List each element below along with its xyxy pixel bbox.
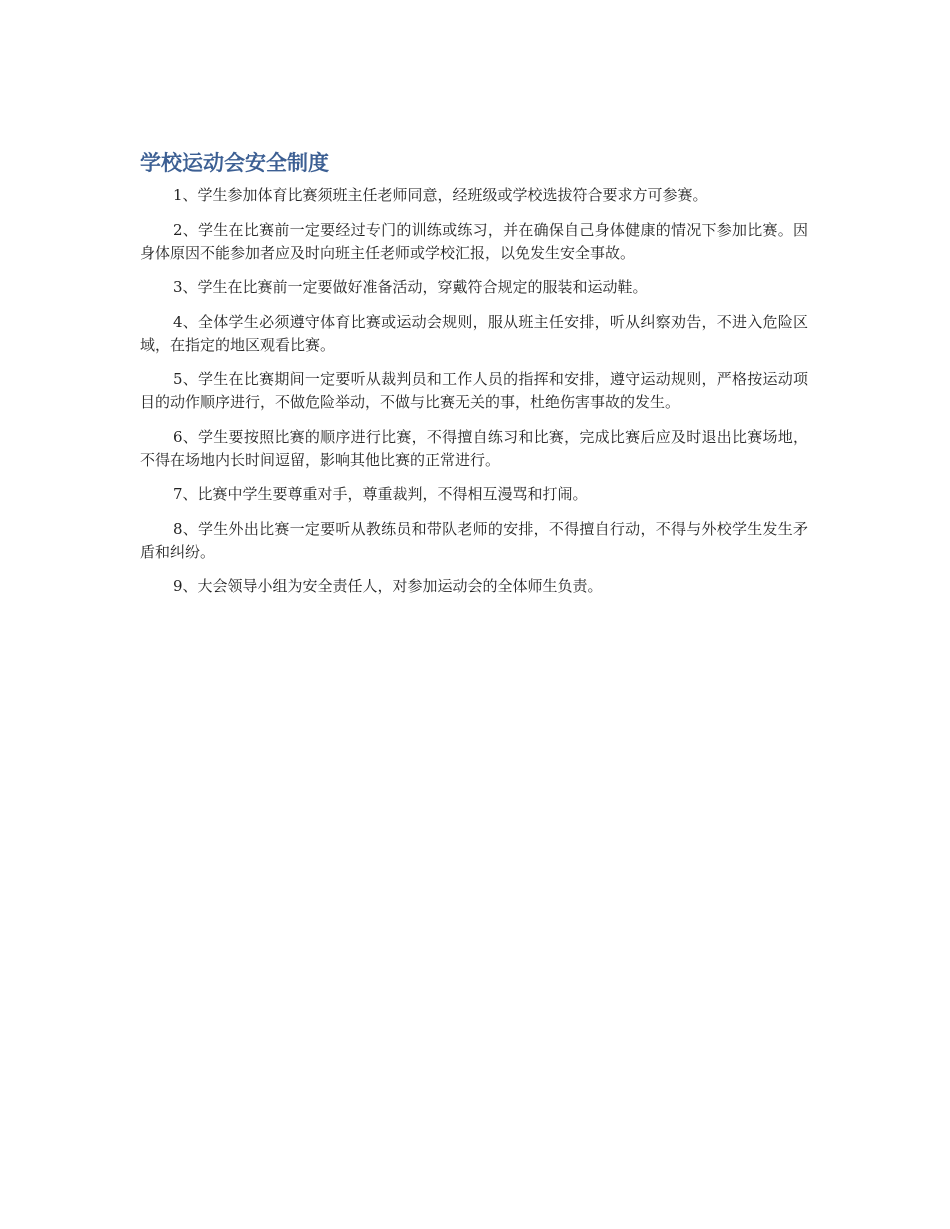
document-body [140, 148, 808, 610]
document-title: 学校运动会安全制度 [140, 151, 329, 175]
rule-paragraph-1: 1、学生参加体育比赛须班主任老师同意，经班级或学校选拔符合要求方可参赛。 [173, 186, 708, 204]
rule-paragraph-8: 8、学生外出比赛一定要听从教练员和带队老师的安排，不得擅自行动，不得与外校学生发生矛盾和纠纷。 [140, 519, 808, 561]
rule-paragraph-4: 4、全体学生必须遵守体育比赛或运动会规则，服从班主任安排，听从纠察劝告，不进入危险区域，在指定的地区观看比赛。 [140, 312, 808, 354]
rule-paragraph-9: 9、大会领导小组为安全责任人，对参加运动会的全体师生负责。 [173, 577, 603, 595]
rule-paragraph-7: 7、比赛中学生要尊重对手，尊重裁判，不得相互漫骂和打闹。 [173, 485, 588, 503]
rule-paragraph-6: 6、学生要按照比赛的顺序进行比赛，不得擅自练习和比赛，完成比赛后应及时退出比赛场地，不得在场地内长时间逗留，影响其他比赛的正常进行。 [140, 427, 808, 469]
rule-paragraph-2: 2、学生在比赛前一定要经过专门的训练或练习，并在确保自己身体健康的情况下参加比赛。因身体原因不能参加者应及时向班主任老师或学校汇报，以免发生安全事故。 [140, 220, 808, 262]
rule-paragraph-3: 3、学生在比赛前一定要做好准备活动，穿戴符合规定的服装和运动鞋。 [173, 278, 648, 296]
rule-paragraph-5: 5、学生在比赛期间一定要听从裁判员和工作人员的指挥和安排，遵守运动规则，严格按运动项目的动作顺序进行，不做危险举动，不做与比赛无关的事，杜绝伤害事故的发生。 [140, 370, 808, 411]
